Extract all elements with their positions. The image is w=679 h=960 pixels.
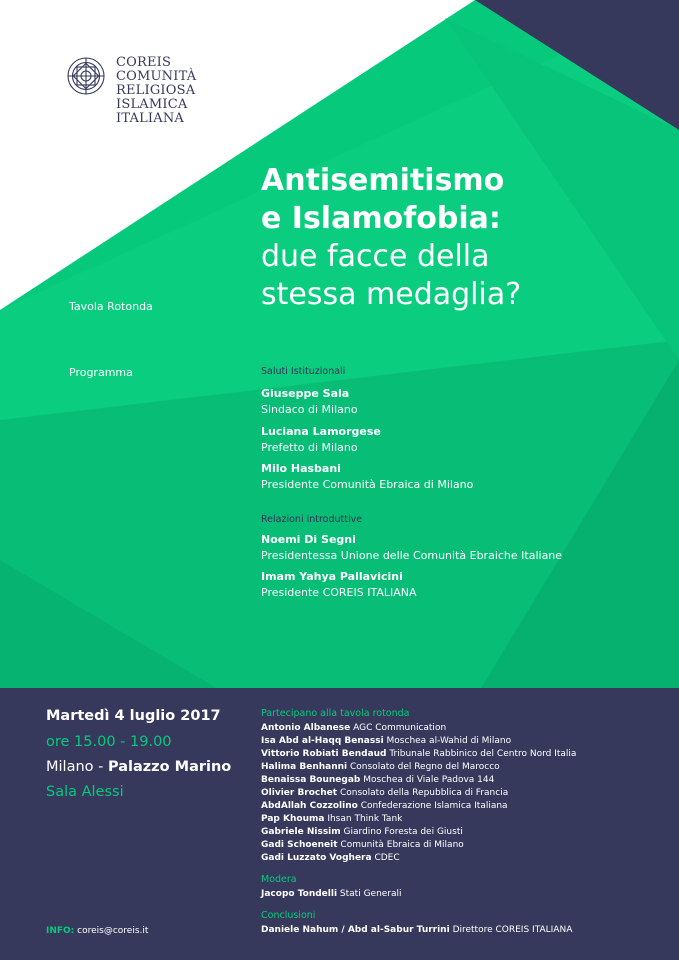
speaker-name: Noemi Di Segni — [261, 533, 356, 546]
contact-info — [46, 926, 148, 936]
speaker-role: Presidente COREIS ITALIANA — [261, 586, 417, 599]
participant-row: AbdAllah Cozzolino Confederazione Islamica Italiana — [261, 801, 508, 811]
greetings-heading: Saluti Istituzionali — [261, 366, 346, 377]
logo-line-3: RELIGIOSA — [116, 83, 196, 98]
participants-heading: Partecipano alla tavola rotonda — [261, 708, 410, 719]
event-title — [261, 162, 521, 314]
event-palace: Palazzo Marino — [107, 759, 232, 775]
event-date: Martedì 4 luglio 2017 — [46, 708, 221, 724]
participant-row: Olivier Brochet Consolato della Repubblica di Francia — [261, 788, 509, 798]
logo-line-1: COREIS — [116, 55, 172, 70]
format-label: Tavola Rotonda — [69, 300, 153, 313]
title-line-1: Antisemitismo — [261, 163, 505, 198]
moderator-row: Jacopo Tondelli Stati Generali — [261, 889, 402, 899]
speaker-name: Giuseppe Sala — [261, 387, 350, 400]
participant-row: Gadi Luzzato Voghera CDEC — [261, 853, 400, 863]
speaker-name: Imam Yahya Pallavicini — [261, 570, 403, 583]
intro-heading: Relazioni introduttive — [261, 514, 363, 525]
participant-row: Antonio Albanese AGC Communication — [261, 723, 447, 733]
event-venue — [46, 759, 231, 775]
title-line-3: due facce della — [261, 239, 490, 274]
participants-list — [261, 722, 576, 865]
participant-row: Pap Khouma Ihsan Think Tank — [261, 814, 403, 824]
participant-row: Gabriele Nissim Giardino Foresta dei Giusti — [261, 827, 463, 837]
participant-row: Benaissa Bounegab Moschea di Viale Padova 144 — [261, 775, 495, 785]
speaker-role: Presidente Comunità Ebraica di Milano — [261, 478, 474, 491]
programme-label: Programma — [69, 366, 133, 379]
info-label: INFO: — [46, 926, 75, 936]
speaker-role: Presidentessa Unione delle Comunità Ebraiche Italiane — [261, 549, 563, 562]
event-room: Sala Alessi — [46, 784, 124, 800]
logo-line-5: ITALIANA — [116, 111, 185, 126]
event-time: ore 15.00 - 19.00 — [46, 734, 172, 750]
logo-line-2: COMUNITÀ — [116, 69, 197, 84]
speaker-role: Sindaco di Milano — [261, 403, 358, 416]
logo-wordmark — [116, 56, 196, 126]
coreis-logo-icon — [66, 56, 106, 96]
participant-row: Halima Benhanni Consolato del Regno del Marocco — [261, 762, 500, 772]
speaker-role: Prefetto di Milano — [261, 441, 358, 454]
conclusions-row: Daniele Nahum / Abd al-Sabur Turrini Direttore COREIS ITALIANA — [261, 925, 573, 935]
logo-line-4: ISLAMICA — [116, 97, 188, 112]
title-line-4: stessa medaglia? — [261, 277, 522, 312]
event-city: Milano - — [46, 759, 108, 775]
participant-row: Gadi Schoeneit Comunità Ebraica di Milano — [261, 840, 464, 850]
participant-row: Isa Abd al-Haqq Benassi Moschea al-Wahid di Milano — [261, 736, 512, 746]
conclusions-heading: Conclusioni — [261, 910, 316, 921]
title-line-2: e Islamofobia: — [261, 201, 501, 236]
info-email: coreis@coreis.it — [77, 926, 149, 936]
speaker-name: Milo Hasbani — [261, 462, 341, 475]
participant-row: Vittorio Robiati Bendaud Tribunale Rabbinico del Centro Nord Italia — [261, 749, 577, 759]
speaker-name: Luciana Lamorgese — [261, 425, 381, 438]
moderator-heading: Modera — [261, 874, 297, 885]
